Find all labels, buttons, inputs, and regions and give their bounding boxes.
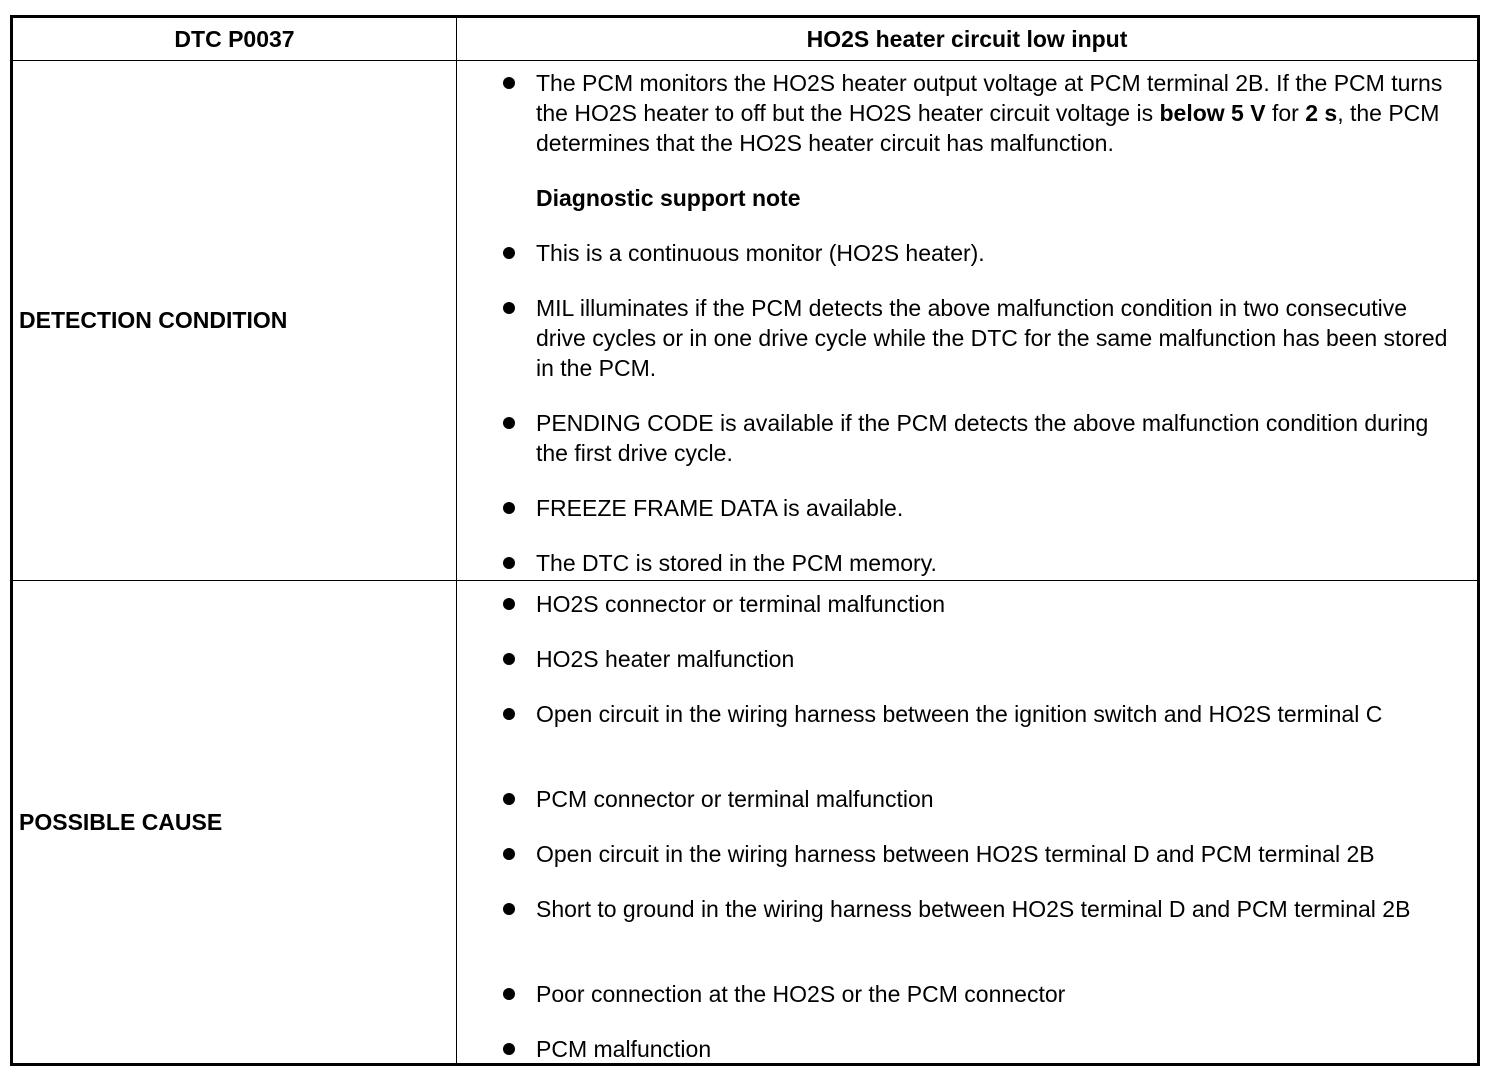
bullet-icon [503, 848, 515, 860]
dtc-table [10, 15, 1480, 1066]
bullet-icon [503, 598, 515, 610]
list-item [536, 493, 1457, 523]
list-item [536, 784, 1457, 814]
bullet-icon [503, 653, 515, 665]
bullet-icon [503, 903, 515, 915]
bullet-icon [503, 417, 515, 429]
bullet-icon [503, 502, 515, 514]
note-text: This is a continuous monitor (HO2S heater). [536, 240, 985, 266]
cause-text: Short to ground in the wiring harness between HO2S terminal D and PCM terminal 2B [536, 896, 1411, 922]
cause-text: PCM connector or terminal malfunction [536, 786, 934, 812]
detection-condition-cell [457, 61, 1477, 580]
detection-condition-label: DETECTION CONDITION [19, 307, 288, 333]
list-item [536, 589, 1457, 619]
possible-cause-label: POSSIBLE CAUSE [19, 808, 223, 835]
monitor-threshold: below 5 V [1159, 100, 1266, 126]
cause-text: Open circuit in the wiring harness between the ignition switch and HO2S terminal C [536, 701, 1383, 727]
dtc-description-header: HO2S heater circuit low input [806, 26, 1128, 52]
list-item [536, 894, 1457, 924]
list-item [536, 979, 1457, 1009]
support-note-title: Diagnostic support note [536, 185, 801, 211]
cause-text: Open circuit in the wiring harness between HO2S terminal D and PCM terminal 2B [536, 841, 1375, 867]
bullet-icon [503, 77, 515, 89]
bullet-icon [503, 247, 515, 259]
bullet-icon [503, 988, 515, 1000]
bullet-icon [503, 557, 515, 569]
note-text: The DTC is stored in the PCM memory. [536, 550, 937, 576]
cause-text: HO2S connector or terminal malfunction [536, 591, 946, 617]
list-item [536, 293, 1457, 383]
monitor-time: 2 s [1305, 100, 1338, 126]
cause-text: HO2S heater malfunction [536, 646, 795, 672]
note-text: PENDING CODE is available if the PCM detects the above malfunction condition during the first drive cycle. [536, 410, 1429, 466]
bullet-icon [503, 302, 515, 314]
list-item [536, 408, 1457, 468]
list-item [536, 644, 1457, 674]
note-text: MIL illuminates if the PCM detects the above malfunction condition in two consecutive drive cycles or in one drive cycle while the DTC for the same malfunction has been stored in the PCM. [536, 295, 1448, 381]
bullet-icon [503, 793, 515, 805]
list-item [536, 238, 1457, 268]
monitor-text-3: , the PCM determines that the HO2S heater circuit has malfunction. [536, 100, 1440, 156]
list-item [536, 839, 1457, 869]
monitor-text-1: The PCM monitors the HO2S heater output voltage at PCM terminal 2B. If the PCM turns the HO2S heater to off but the HO2S heater circuit voltage is [536, 70, 1443, 126]
possible-cause-cell [457, 581, 1477, 1063]
cause-text: Poor connection at the HO2S or the PCM connector [536, 981, 1066, 1007]
list-item [536, 699, 1457, 729]
dtc-code-header: DTC P0037 [174, 26, 295, 52]
note-text: FREEZE FRAME DATA is available. [536, 495, 904, 521]
list-item [536, 548, 1457, 578]
list-item [536, 68, 1457, 158]
bullet-icon [503, 1043, 515, 1055]
bullet-icon [503, 708, 515, 720]
monitor-text-2: for [1265, 100, 1306, 126]
list-item [536, 1034, 1457, 1064]
cause-text: PCM malfunction [536, 1036, 712, 1062]
